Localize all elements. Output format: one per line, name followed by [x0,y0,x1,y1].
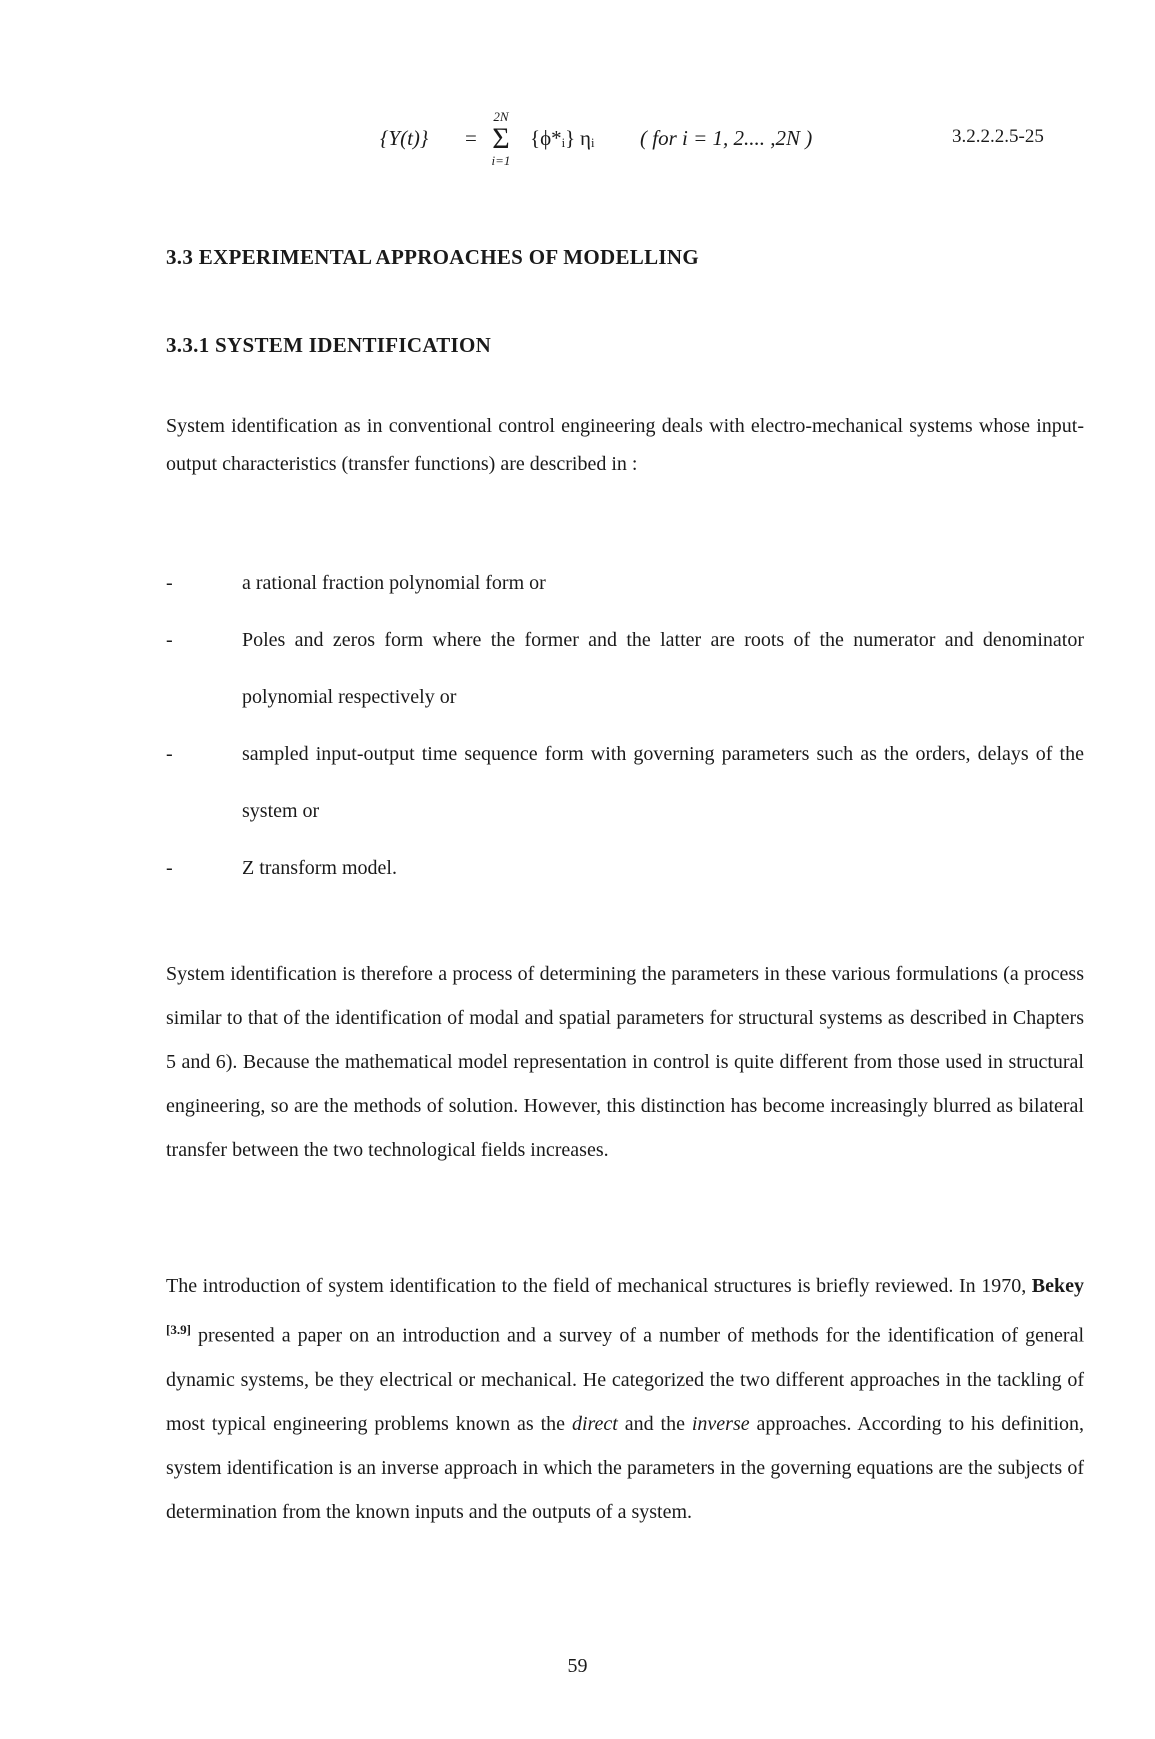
form-list [166,555,1084,897]
equation-eta-term: ηᵢ [580,126,595,150]
equation-number: 3.2.2.2.5-25 [952,126,1044,147]
sigma-symbol: Σ [492,122,510,155]
list-item [166,840,1084,897]
subsection-heading: 3.3.1 SYSTEM IDENTIFICATION [166,333,492,357]
list-item [166,612,1084,726]
term-direct: direct [571,1412,618,1435]
list-dash: - [166,572,173,594]
equation-equals: = [465,126,477,150]
list-item-text: sampled input-output time sequence form with governing parameters such as the orders, delays of the system or [242,743,1084,822]
summation [486,110,516,168]
term-inverse: inverse [691,1412,750,1435]
equation-lhs: {Y(t)} [380,126,429,150]
list-item-text: Poles and zeros form where the former and the latter are roots of the numerator and denominator polynomial respectively or [242,629,1084,708]
page-number: 59 [567,1655,588,1677]
paragraph-text: presented a paper on an introduction and a survey of a number of methods for the identification of general dynamic systems, be they electrical or mechanical. He categorized the two different approaches in the tackling of most typical engineering problems known as the [166,1324,1084,1435]
list-dash: - [166,629,173,651]
list-item-text: a rational fraction polynomial form or [242,572,546,594]
equation-condition: ( for i = 1, 2.... ,2N ) [640,126,813,150]
paragraph-text: The introduction of system identification to the field of mechanical structures is briefly reviewed. In 1970, [166,1275,1032,1297]
paragraph-text: approaches. According to his definition, system identification is an inverse approach in which the parameters in the governing equations are the subjects of determination from the known inputs and the outputs of a system. [166,1412,1085,1523]
paragraph-bekey [166,1264,1084,1534]
paragraph-intro: System identification as in conventional control engineering deals with electro-mechanical systems whose input-output characteristics (transfer functions) are described in : [166,415,1084,475]
list-item-text: Z transform model. [242,857,397,879]
equation-phi-term: {ϕ*ᵢ} [530,126,576,150]
author-name: Bekey [1031,1275,1084,1297]
list-item [166,555,1084,612]
paragraph-system-identification: System identification is therefore a process of determining the parameters in these various formulations (a process similar to that of the identification of modal and spatial parameters for structural systems as described in Chapters 5 and 6). Because the mathematical model representation in control is quite different from those used in structural engineering, so are the methods of solution. However, this distinction has become increasingly blurred as bilateral transfer between the two technological fields increases. [166,963,1084,1161]
list-item [166,726,1084,840]
list-dash: - [166,857,173,879]
sum-upper-limit: 2N [493,109,509,124]
sum-lower-limit: i=1 [491,153,511,168]
list-dash: - [166,743,173,765]
section-heading: 3.3 EXPERIMENTAL APPROACHES OF MODELLING [166,245,699,269]
equation-3-2-2-2-5-25 [380,96,1080,186]
paragraph-text: and the [617,1412,692,1435]
citation-reference: [3.9] [166,1322,191,1337]
